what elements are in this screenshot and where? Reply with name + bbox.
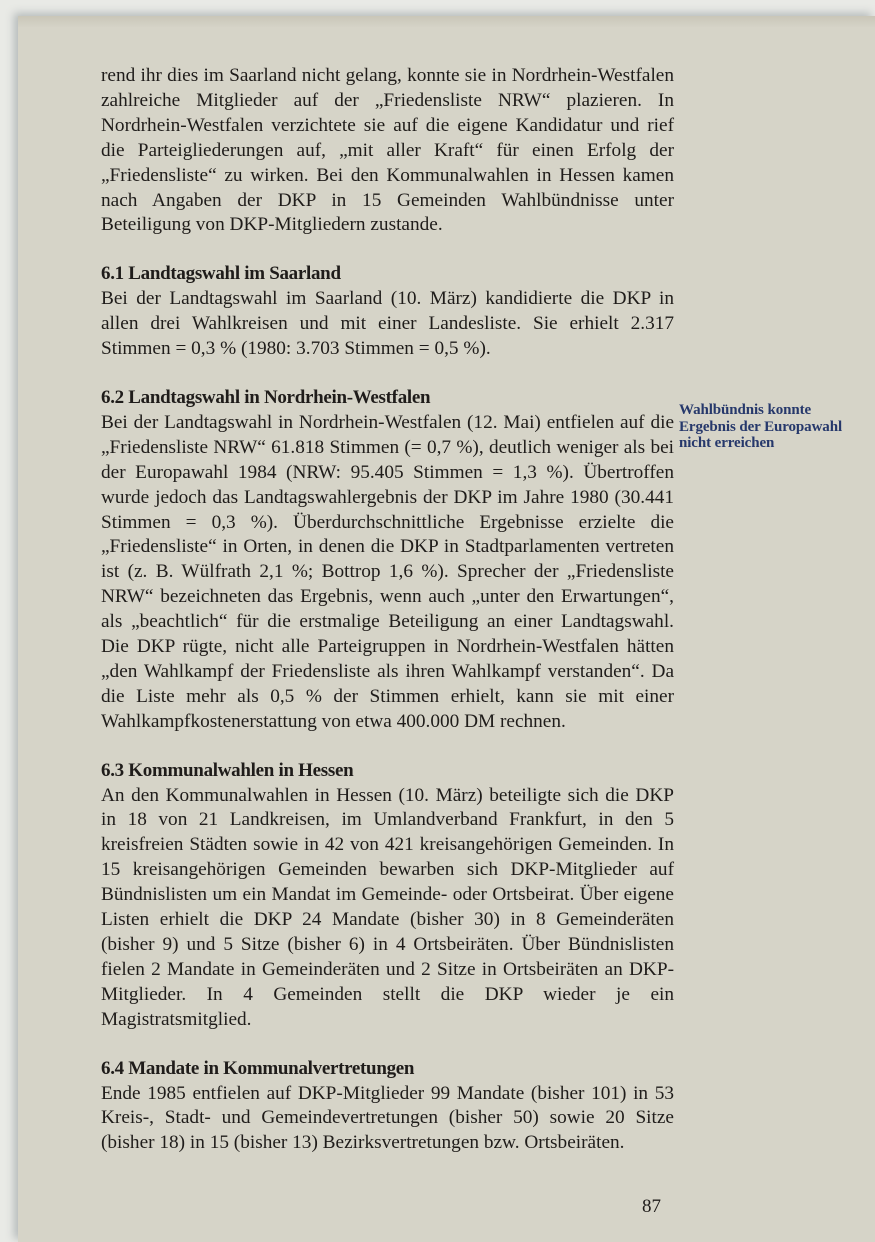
page-top-edge [18,16,875,28]
section-6-3 [101,759,674,1033]
section-6-4 [101,1057,674,1157]
page-number: 87 [642,1196,661,1217]
section-heading: 6.3 Kommunalwahlen in Hessen [101,759,354,781]
main-text-column [101,64,674,1156]
section-heading: 6.4 Mandate in Kommunalvertretungen [101,1057,415,1079]
section-6-2 [101,386,674,735]
section-6-1 [101,262,674,362]
section-body: An den Kommunalwahlen in Hessen (10. März) beteiligte sich die DKP in 18 von 21 Landkreisen, im Umlandverband Frankfurt, in den 5 kreisfreien Städten sowie in 42 von 421 kreisangehörigen Gemeinden. In 15 kreisangehörigen Gemeinden bewarben sich DKP-Mitglieder auf Bündnislisten um ein Mandat im Gemeinde- oder Ortsbeirat. Über eigene Listen erhielt die DKP 24 Mandate (bisher 30) in 8 Gemeinderäten (bisher 9) und 5 Sitze (bisher 6) in 4 Ortsbeiräten. Über Bündnislisten fielen 2 Mandate in Gemeinderäten und 2 Sitze in Ortsbeiräten an DKP-Mitglieder. In 4 Gemeinden stellt die DKP wieder je ein Magistratsmitglied. [101,784,674,1030]
section-body: Ende 1985 entfielen auf DKP-Mitglieder 99 Mandate (bisher 101) in 53 Kreis-, Stadt- und Gemeindevertretungen (bisher 50) sowie 20 Sitze (bisher 18) in 15 (bisher 13) Bezirksvertretungen bzw. Ortsbeiräten. [101,1082,674,1154]
section-body: Bei der Landtagswahl im Saarland (10. März) kandidierte die DKP in allen drei Wahlkreisen und mit einer Landesliste. Sie erhielt 2.317 Stimmen = 0,3 % (1980: 3.703 Stimmen = 0,5 %). [101,288,674,360]
intro-paragraph: rend ihr dies im Saarland nicht gelang, konnte sie in Nordrhein-Westfalen zahlreiche Mitglieder auf der „Friedensliste NRW“ plazieren. In Nordrhein-Westfalen verzichtete sie auf die eigene Kandidatur und rief die Parteigliederungen auf, „mit aller Kraft“ für einen Erfolg der „Friedensliste“ zu wirken. Bei den Kommunalwahlen in Hessen kamen nach Angaben der DKP in 15 Gemeinden Wahlbündnisse unter Beteiligung von DKP-Mitgliedern zustande. [101,65,674,236]
section-heading: 6.1 Landtagswahl im Saarland [101,263,341,285]
section-body: Bei der Landtagswahl in Nordrhein-Westfalen (12. Mai) entfielen auf die „Friedensliste NRW“ 61.818 Stimmen (= 0,7 %), deutlich weniger als bei der Europawahl 1984 (NRW: 95.405 Stimmen = 1,3 %). Übertroffen wurde jedoch das Landtagswahlergebnis der DKP im Jahre 1980 (30.441 Stimmen = 0,3 %). Überdurchschnittliche Ergebnisse erzielte die „Friedensliste“ in Orten, in denen die DKP in Stadtparlamenten vertreten ist (z. B. Wülfrath 2,1 %; Bottrop 1,6 %). Sprecher der „Friedensliste NRW“ bezeichneten das Ergebnis, wenn auch „unter den Erwartungen“, als „beachtlich“ für die erstmalige Beteiligung an einer Landtagswahl. Die DKP rügte, nicht alle Parteigruppen in Nordrhein-Westfalen hätten „den Wahlkampf der Friedensliste als ihren Wahlkampf verstanden“. Da die Liste mehr als 0,5 % der Stimmen erhielt, kann sie mit einer Wahlkampfkostenerstattung von etwa 400.000 DM rechnen. [101,411,674,732]
section-heading: 6.2 Landtagswahl in Nordrhein-Westfalen [101,386,431,408]
document-page [18,16,875,1242]
marginal-note: Wahlbündnis konnte Ergebnis der Europawahl nicht erreichen [679,402,843,451]
